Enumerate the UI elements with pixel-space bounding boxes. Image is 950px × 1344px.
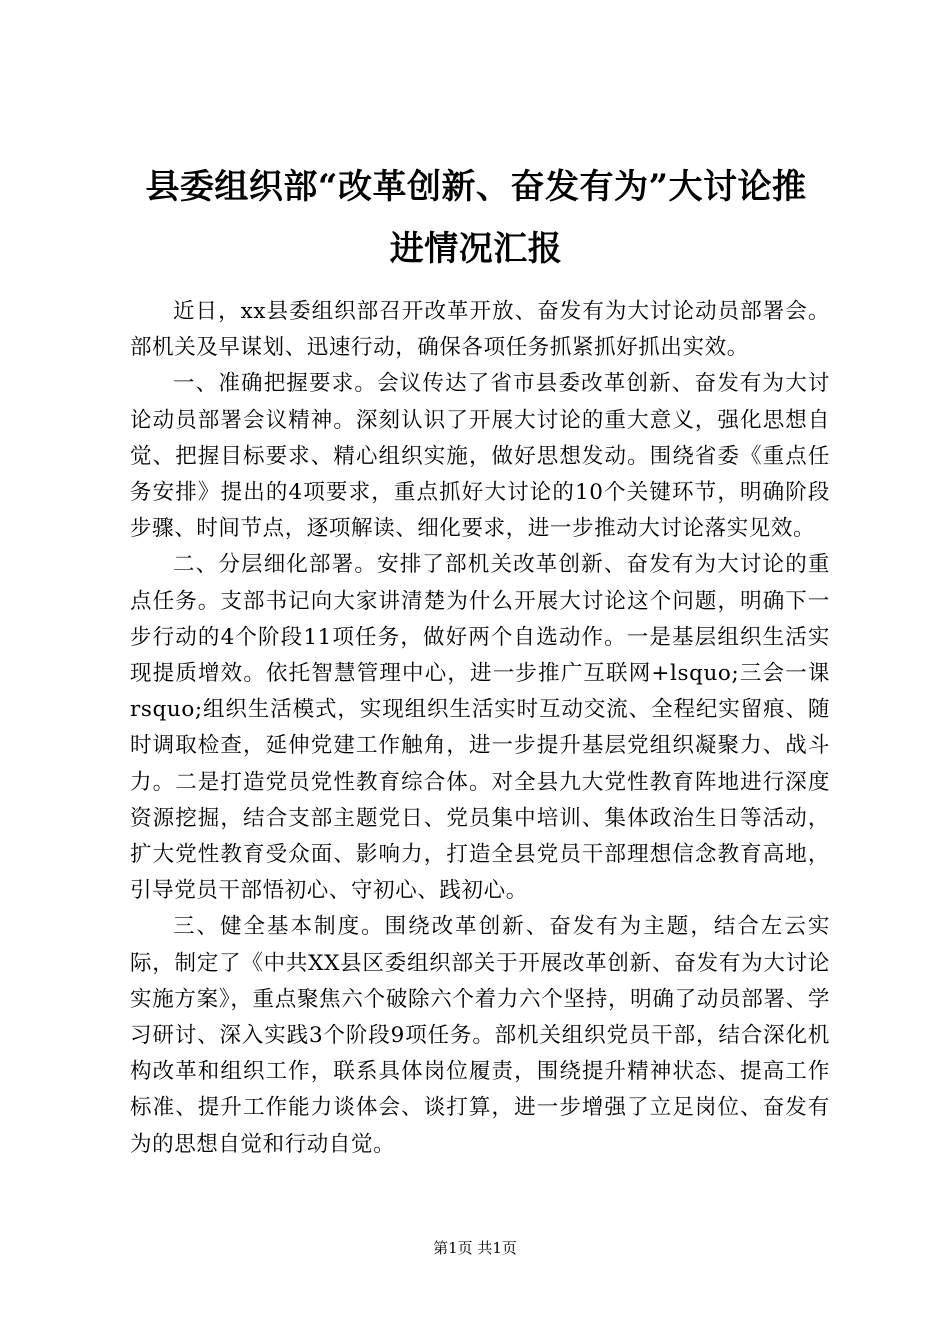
title-line-1: 县委组织部“改革创新、奋发有为”大讨论推 bbox=[145, 167, 807, 207]
paragraph-section-2: 二、分层细化部署。安排了部机关改革创新、奋发有为大讨论的重点任务。支部书记向大家讲清楚为什么开展大讨论这个问题，明确下一步行动的4个阶段11项任务，做好两个自选动作。一是基层组织生活实现提质增效。依托智慧管理中心，进一步推广互联网+lsquo;三会一课rsquo;组织生活模式，实现组织生活实时互动交流、全程纪实留痕、随时调取检查，延伸党建工作触角，进一步提升基层党组织凝聚力、战斗力。二是打造党员党性教育综合体。对全县九大党性教育阵地进行深度资源挖掘，结合支部主题党日、党员集中培训、集体政治生日等活动，扩大党性教育受众面、影响力，打造全县党员干部理想信念教育高地，引导党员干部悟初心、守初心、践初心。 bbox=[130, 552, 830, 904]
title-line-2: 进情况汇报 bbox=[389, 229, 563, 269]
document-title bbox=[118, 156, 834, 280]
document-body bbox=[130, 294, 830, 1163]
page-footer: 第1页 共1页 bbox=[433, 1239, 517, 1257]
paragraph-intro: 近日，xx县委组织部召开改革开放、奋发有为大讨论动员部署会。部机关及早谋划、迅速行动，确保各项任务抓紧抓好抓出实效。 bbox=[130, 299, 830, 361]
paragraph-section-3: 三、健全基本制度。围绕改革创新、奋发有为主题，结合左云实际，制定了《中共XX县区委组织部关于开展改革创新、奋发有为大讨论实施方案》，重点聚焦六个破除六个着力六个坚持，明确了动员部署、学习研讨、深入实践3个阶段9项任务。部机关组织党员干部，结合深化机构改革和组织工作，联系具体岗位履责，围绕提升精神状态、提高工作标准、提升工作能力谈体会、谈打算，进一步增强了立足岗位、奋发有为的思想自觉和行动自觉。 bbox=[130, 914, 830, 1157]
paragraph-section-1: 一、准确把握要求。会议传达了省市县委改革创新、奋发有为大讨论动员部署会议精神。深刻认识了开展大讨论的重大意义，强化思想自觉、把握目标要求、精心组织实施，做好思想发动。围绕省委《重点任务安排》提出的4项要求，重点抓好大讨论的10个关键环节，明确阶段步骤、时间节点，逐项解读、细化要求，进一步推动大讨论落实见效。 bbox=[130, 371, 830, 542]
